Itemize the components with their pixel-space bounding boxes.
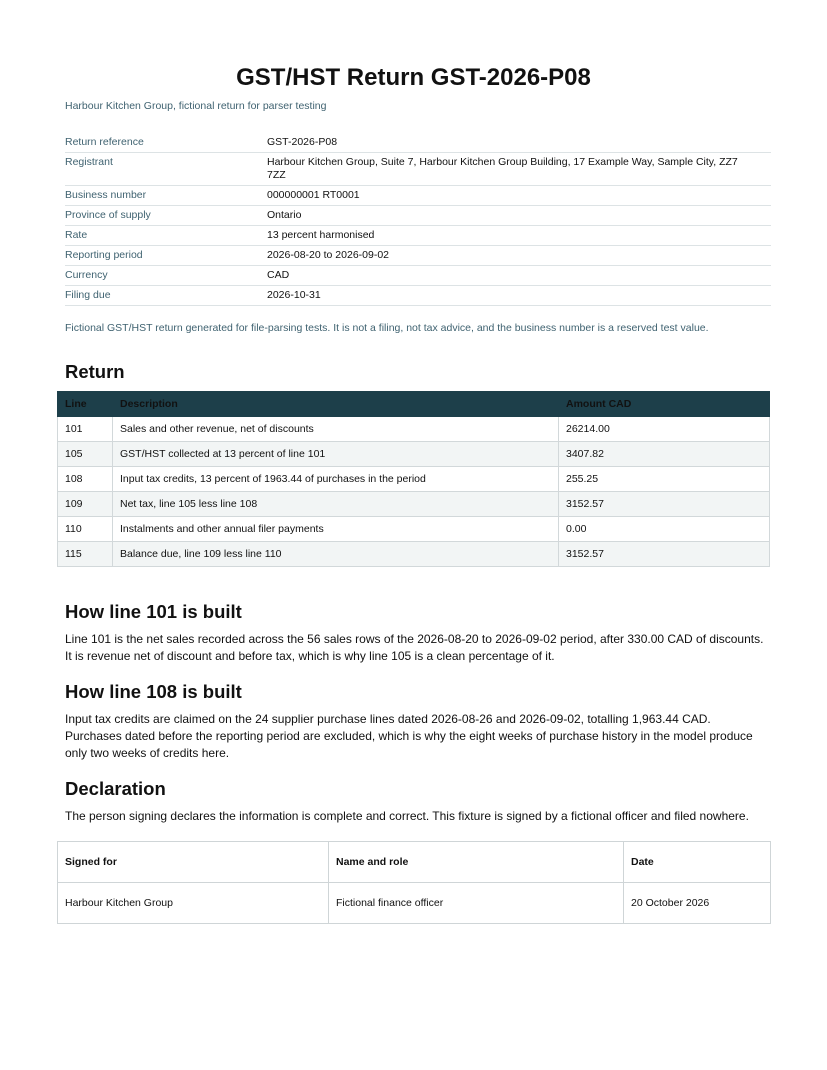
- signature-header-row: [58, 842, 771, 883]
- line108-heading: How line 108 is built: [65, 681, 242, 702]
- line-amount: 3152.57: [559, 492, 770, 517]
- return-header-row: [58, 392, 770, 417]
- disclaimer-note: Fictional GST/HST return generated for file-parsing tests. It is not a filing, not tax advice, and the business number is a reserved test value.: [65, 322, 709, 334]
- meta-label: Province of supply: [65, 206, 267, 226]
- page-subtitle: Harbour Kitchen Group, fictional return for parser testing: [65, 100, 327, 112]
- line-number: 105: [58, 442, 113, 467]
- line108-text: Input tax credits are claimed on the 24 supplier purchase lines dated 2026-08-26 and 2026-09-02, totalling 1,963.44 CAD. Purchases dated before the reporting period are excluded, which is why the eight weeks of purchase history in the model produce only two weeks of credits here.: [65, 712, 753, 760]
- line-description: Net tax, line 105 less line 108: [113, 492, 559, 517]
- meta-value: 2026-10-31: [267, 286, 771, 306]
- meta-value: Harbour Kitchen Group, Suite 7, Harbour Kitchen Group Building, 17 Example Way, Sample City, ZZ7 7ZZ: [267, 153, 771, 186]
- table-row: [58, 417, 770, 442]
- meta-row: [65, 266, 771, 286]
- table-row: [58, 492, 770, 517]
- return-heading: Return: [65, 361, 125, 382]
- line-amount: 255.25: [559, 467, 770, 492]
- table-row: [58, 442, 770, 467]
- meta-label: Registrant: [65, 153, 267, 186]
- line-amount: 3407.82: [559, 442, 770, 467]
- meta-label: Filing due: [65, 286, 267, 306]
- meta-value: 13 percent harmonised: [267, 226, 771, 246]
- line-number: 108: [58, 467, 113, 492]
- line-number: 115: [58, 542, 113, 567]
- line-description: Balance due, line 109 less line 110: [113, 542, 559, 567]
- col-header-amount: Amount CAD: [559, 392, 770, 417]
- line-number: 101: [58, 417, 113, 442]
- meta-label: Currency: [65, 266, 267, 286]
- table-row: [58, 467, 770, 492]
- line-amount: 26214.00: [559, 417, 770, 442]
- page-title: GST/HST Return GST-2026-P08: [236, 64, 591, 91]
- meta-value: 000000001 RT0001: [267, 186, 771, 206]
- signature-table: [57, 841, 771, 924]
- col-header-name-role: Name and role: [329, 842, 624, 883]
- meta-row: [65, 286, 771, 306]
- name-role-value: Fictional finance officer: [329, 883, 624, 924]
- col-header-date: Date: [624, 842, 771, 883]
- line-description: Sales and other revenue, net of discounts: [113, 417, 559, 442]
- table-row: [58, 517, 770, 542]
- line-number: 109: [58, 492, 113, 517]
- meta-row: [65, 153, 771, 186]
- meta-label: Business number: [65, 186, 267, 206]
- col-header-line: Line: [58, 392, 113, 417]
- meta-value: 2026-08-20 to 2026-09-02: [267, 246, 771, 266]
- table-row: [58, 542, 770, 567]
- signed-for-value: Harbour Kitchen Group: [58, 883, 329, 924]
- meta-row: [65, 186, 771, 206]
- meta-table: [65, 133, 771, 306]
- meta-value: GST-2026-P08: [267, 133, 771, 153]
- col-header-description: Description: [113, 392, 559, 417]
- meta-value: CAD: [267, 266, 771, 286]
- meta-label: Rate: [65, 226, 267, 246]
- meta-label: Reporting period: [65, 246, 267, 266]
- date-value: 20 October 2026: [624, 883, 771, 924]
- declaration-text: The person signing declares the information is complete and correct. This fixture is signed by a fictional officer and filed nowhere.: [65, 809, 749, 823]
- line-description: GST/HST collected at 13 percent of line 101: [113, 442, 559, 467]
- meta-value: Ontario: [267, 206, 771, 226]
- col-header-signed-for: Signed for: [58, 842, 329, 883]
- line101-heading: How line 101 is built: [65, 601, 242, 622]
- line101-text: Line 101 is the net sales recorded across the 56 sales rows of the 2026-08-20 to 2026-09-02 period, after 330.00 CAD of discounts. It is revenue net of discount and before tax, which is why line 105 is a clean percentage of it.: [65, 632, 764, 663]
- meta-row: [65, 246, 771, 266]
- line-description: Instalments and other annual filer payments: [113, 517, 559, 542]
- meta-row: [65, 133, 771, 153]
- meta-row: [65, 206, 771, 226]
- line-amount: 0.00: [559, 517, 770, 542]
- meta-label: Return reference: [65, 133, 267, 153]
- declaration-heading: Declaration: [65, 778, 166, 799]
- return-table: [57, 391, 770, 567]
- line-description: Input tax credits, 13 percent of 1963.44 of purchases in the period: [113, 467, 559, 492]
- table-row: [58, 883, 771, 924]
- line-number: 110: [58, 517, 113, 542]
- line-amount: 3152.57: [559, 542, 770, 567]
- meta-row: [65, 226, 771, 246]
